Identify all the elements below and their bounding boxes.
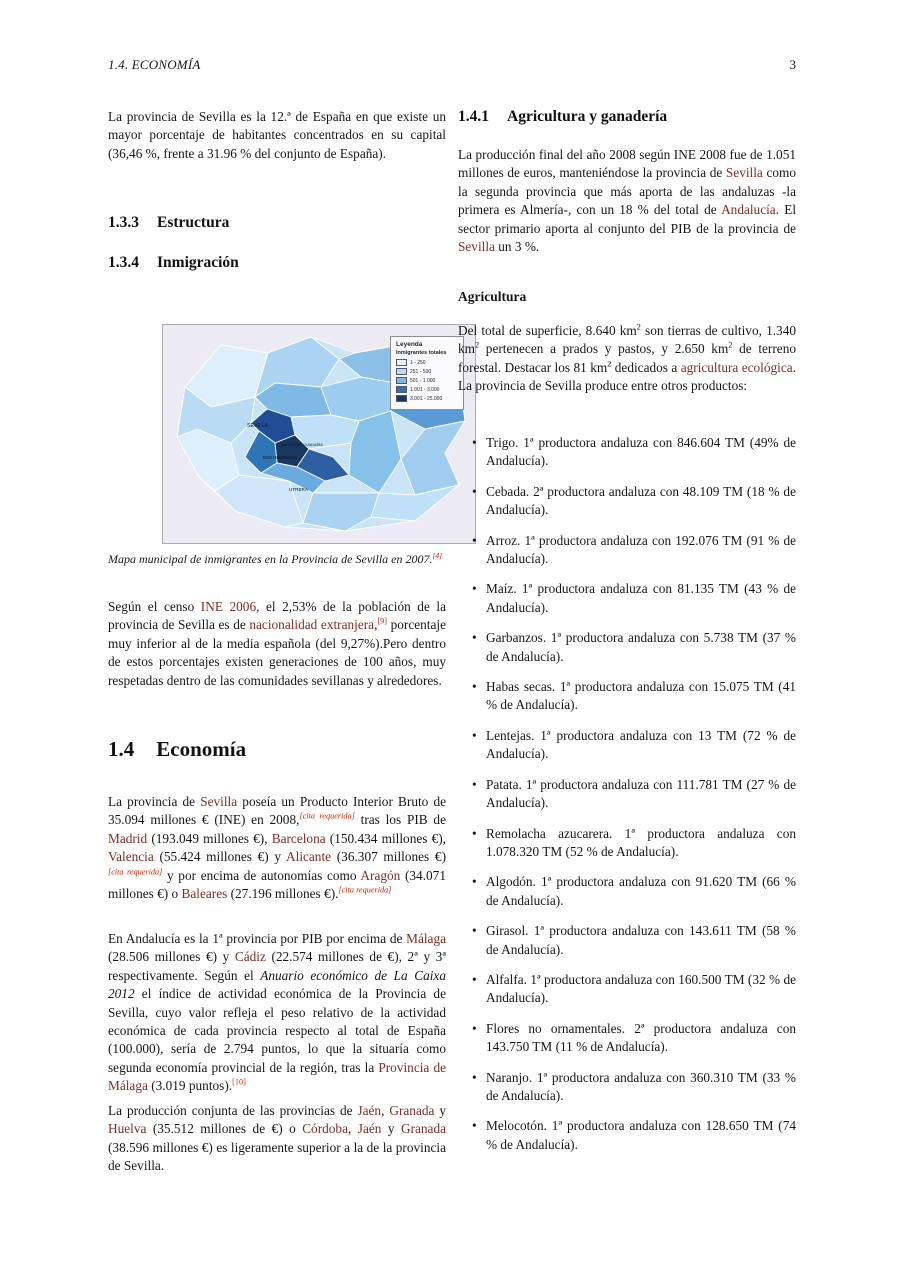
crop-list-item: • Flores no ornamentales. 2ª productora andaluza con 143.750 TM (11 % de Andalucía). bbox=[472, 1020, 796, 1057]
heading-estructura bbox=[108, 214, 446, 232]
text-run: En Andalucía es la 1ª provincia por PIB por encima de bbox=[108, 931, 407, 946]
inline-link[interactable]: Alicante bbox=[286, 849, 332, 865]
text-run: 2 bbox=[607, 359, 612, 369]
inline-link[interactable]: agricultura ecológica bbox=[680, 359, 793, 375]
legend-label: 251 - 500 bbox=[410, 368, 432, 375]
text-run: Mapa municipal de inmigrantes en la Provincia de Sevilla en 2007. bbox=[108, 552, 433, 566]
text-run: Del total de superficie, 8.640 km bbox=[458, 323, 637, 338]
inline-link[interactable]: Granada bbox=[389, 1103, 435, 1118]
inline-link[interactable]: Málaga bbox=[406, 931, 446, 946]
text-run: 2 bbox=[636, 322, 641, 332]
text-run: poseía un Producto Interior Bruto de 35.094 millones € (INE) en 2008, bbox=[108, 794, 446, 828]
legend-title: Leyenda bbox=[396, 341, 423, 348]
text-run: La producción final del año 2008 según INE 2008 fue de 1.051 millones de euros, manteniéndose la provincia de bbox=[458, 147, 796, 181]
citation-ref[interactable]: [cita requerida] bbox=[299, 811, 355, 821]
text-run: dedicados a bbox=[611, 359, 681, 375]
inline-link[interactable]: Granada bbox=[400, 1121, 447, 1137]
text-run: La producción conjunta de las provincias de bbox=[108, 1103, 358, 1118]
text-run: como la segunda provincia que más aporta de las andaluzas -la primera es Almería-, con un 18 % del total de bbox=[458, 165, 796, 218]
heading-title: Economía bbox=[156, 737, 247, 761]
citation-ref[interactable]: [cita requerida] bbox=[338, 885, 392, 895]
heading-title: Agricultura y ganadería bbox=[507, 108, 668, 125]
inline-link[interactable]: Sevilla bbox=[458, 239, 495, 255]
text-run: un 3 %. bbox=[494, 239, 540, 255]
heading-title: Inmigración bbox=[157, 254, 239, 271]
crop-list-item: • Melocotón. 1ª productora andaluza con 128.650 TM (74 % de Andalucía). bbox=[472, 1117, 796, 1154]
legend-label: 1 - 250 bbox=[410, 359, 426, 366]
text-run: (38.596 millones €) es ligeramente superior a la de la provincia de Sevilla. bbox=[108, 1139, 446, 1174]
text-run: (35.512 millones de €) o bbox=[146, 1121, 303, 1137]
text-run: y bbox=[434, 1103, 446, 1118]
inline-link[interactable]: Huelva bbox=[108, 1121, 147, 1137]
immigration-map-figure bbox=[162, 324, 476, 544]
legend-label: 1.001 - 3.000 bbox=[410, 386, 440, 393]
text-run: (22.574 millones de €), 2ª y 3ª respectivamente. Según el bbox=[108, 949, 446, 983]
legend-items bbox=[396, 359, 458, 402]
legend-label: 3.001 - 25.000 bbox=[410, 395, 443, 402]
page-number: 3 bbox=[789, 57, 796, 72]
map-label: DOS HERMANAS bbox=[263, 455, 297, 460]
heading-title: Estructura bbox=[157, 214, 230, 231]
citation-ref[interactable]: [4] bbox=[432, 551, 443, 560]
citation-ref[interactable]: [10] bbox=[232, 1077, 246, 1087]
heading-inmigracion bbox=[108, 254, 446, 272]
legend-item bbox=[396, 359, 458, 366]
paragraph-intro bbox=[108, 108, 446, 163]
text-run: (193.049 millones €), bbox=[147, 830, 272, 846]
heading-economia bbox=[108, 737, 446, 761]
crop-list-item: • Naranjo. 1ª productora andaluza con 360.310 TM (33 % de Andalucía). bbox=[472, 1069, 796, 1106]
text-run: . La provincia de Sevilla produce entre otros productos: bbox=[458, 359, 796, 394]
inline-link[interactable]: Aragón bbox=[360, 867, 401, 883]
citation-ref[interactable]: [cita requerida] bbox=[108, 867, 163, 877]
inline-link[interactable]: Córdoba bbox=[302, 1121, 348, 1137]
crop-list-item: • Trigo. 1ª productora andaluza con 846.604 TM (49% de Andalucía). bbox=[472, 434, 796, 471]
crop-list-container bbox=[458, 434, 796, 1166]
paragraph-superficie bbox=[458, 322, 796, 396]
legend-item bbox=[396, 377, 458, 384]
heading-number: 1.3.3 bbox=[108, 214, 139, 231]
heading-number: 1.3.4 bbox=[108, 254, 139, 271]
text-run: , bbox=[347, 1121, 358, 1137]
legend-swatch bbox=[396, 377, 407, 384]
running-header bbox=[108, 57, 796, 73]
crop-list-item: • Algodón. 1ª productora andaluza con 91.620 TM (66 % de Andalucía). bbox=[472, 873, 796, 910]
inline-link[interactable]: Sevilla bbox=[200, 794, 238, 809]
inline-link[interactable]: Cádiz bbox=[234, 949, 266, 965]
text-run: tras los PIB de bbox=[354, 812, 446, 828]
inline-link[interactable]: Jaén bbox=[357, 1103, 382, 1118]
paragraph-andalucia-pib bbox=[108, 930, 446, 1096]
legend-label: 501 - 1.000 bbox=[410, 377, 436, 384]
legend-swatch bbox=[396, 386, 407, 393]
map-label: ALCALÁ DE GUADAÍRA bbox=[281, 443, 323, 447]
inline-link[interactable]: Barcelona bbox=[271, 830, 326, 846]
paragraph-produccion-conjunta bbox=[108, 1102, 446, 1176]
legend-item bbox=[396, 386, 458, 393]
legend-swatch bbox=[396, 395, 407, 402]
legend-subtitle: Inmigrantes totales bbox=[396, 350, 447, 356]
heading-number: 1.4.1 bbox=[458, 108, 489, 125]
crop-list-item: • Alfalfa. 1ª productora andaluza con 160.500 TM (32 % de Andalucía). bbox=[472, 971, 796, 1008]
map-caption bbox=[108, 551, 446, 568]
text-run: de terreno forestal. Destacar los 81 km bbox=[458, 341, 796, 375]
text-run: La provincia de bbox=[108, 794, 201, 809]
inline-link[interactable]: Sevilla bbox=[725, 165, 763, 181]
crop-list-item: • Arroz. 1ª productora andaluza con 192.076 TM (91 % de Andalucía). bbox=[472, 532, 796, 569]
text-run: (28.506 millones €) y bbox=[108, 949, 235, 965]
inline-link[interactable]: Provincia de Málaga bbox=[108, 1059, 446, 1094]
running-header-section: 1.4. ECONOMÍA bbox=[108, 57, 201, 72]
text-run: (150.434 millones €), bbox=[325, 830, 446, 846]
text-run: . El sector primario aporta al conjunto del PIB de la provincia de bbox=[458, 202, 797, 236]
text-run: y por encima de autonomías como bbox=[162, 867, 361, 883]
citation-ref[interactable]: [9] bbox=[377, 616, 388, 626]
text-run: La provincia de Sevilla es la 12.ª de España en que existe un mayor porcentaje de habitantes concentrados en su capital (36,46 %, frente a 31.96 % del conjunto de España). bbox=[108, 109, 446, 161]
legend-item bbox=[396, 368, 458, 375]
inline-link[interactable]: Valencia bbox=[108, 849, 154, 865]
text-run: (55.424 millones €) y bbox=[153, 849, 287, 865]
map-label: SEVILLA bbox=[247, 423, 269, 429]
map-legend bbox=[390, 336, 464, 410]
map-label: UTRERA bbox=[289, 487, 308, 492]
text-run: el índice de actividad económica de la Provincia de Sevilla, cuyo valor refleja el peso relativo de la actividad económica de cada provincia respecto al total de España (100.000), sería de 2.794 puntos, lo que la situaría como segunda economía provincial de la región, tras la bbox=[108, 986, 446, 1075]
inline-link[interactable]: nacionalidad extranjera bbox=[249, 617, 375, 633]
paragraph-pib bbox=[108, 793, 446, 903]
inline-link[interactable]: Jaén bbox=[357, 1121, 382, 1137]
text-run: son tierras de cultivo, 1.340 km bbox=[458, 323, 796, 357]
text-run: Según el censo bbox=[108, 599, 201, 614]
crop-list-item: • Maíz. 1ª productora andaluza con 81.135 TM (43 % de Andalucía). bbox=[472, 580, 796, 617]
text-run: (27.196 millones €). bbox=[227, 886, 339, 902]
municipality-shape bbox=[215, 475, 303, 527]
inline-link[interactable]: Andalucía bbox=[721, 202, 776, 218]
crop-list-item: • Garbanzos. 1ª productora andaluza con 5.738 TM (37 % de Andalucía). bbox=[472, 629, 796, 666]
crop-list-item: • Habas secas. 1ª productora andaluza con 15.075 TM (41 % de Andalucía). bbox=[472, 678, 796, 715]
crop-list bbox=[458, 434, 796, 1154]
text-run: y bbox=[381, 1121, 401, 1137]
text-run: , bbox=[374, 617, 378, 633]
paragraph-produccion-final bbox=[458, 146, 796, 256]
crop-list-item: • Girasol. 1ª productora andaluza con 143.611 TM (58 % de Andalucía). bbox=[472, 922, 796, 959]
crop-list-item: • Remolacha azucarera. 1ª productora andaluza con 1.078.320 TM (52 % de Andalucía). bbox=[472, 825, 796, 862]
text-run: (34.071 millones €) o bbox=[108, 867, 446, 902]
crop-list-item: • Lentejas. 1ª productora andaluza con 13 TM (72 % de Andalucía). bbox=[472, 727, 796, 764]
legend-swatch bbox=[396, 359, 407, 366]
heading-number: 1.4 bbox=[108, 737, 135, 761]
crop-list-item: • Patata. 1ª productora andaluza con 111.781 TM (27 % de Andalucía). bbox=[472, 776, 796, 813]
heading-agricultura-ganaderia bbox=[458, 108, 796, 126]
text-run: pertenecen a prados y pastos, y 2.650 km bbox=[479, 341, 729, 357]
text-run: porcentaje muy inferior al de la media española (del 9,27%).Pero dentro de estos porcentajes existen generaciones de 100 años, muy respetadas dentro de las comunidades sevillanas y alrededores. bbox=[108, 617, 446, 688]
text-run: 2 bbox=[728, 340, 733, 350]
text-run: (3.019 puntos). bbox=[147, 1078, 233, 1094]
text-run: (36.307 millones €) bbox=[331, 849, 447, 865]
inline-link[interactable]: Madrid bbox=[108, 830, 148, 846]
legend-swatch bbox=[396, 368, 407, 375]
crop-list-item: • Cebada. 2ª productora andaluza con 48.109 TM (18 % de Andalucía). bbox=[472, 483, 796, 520]
text-run: , bbox=[381, 1103, 390, 1118]
inline-link[interactable]: Baleares bbox=[181, 886, 228, 902]
text-run: , el 2,53% de la población de la provincia de Sevilla es de bbox=[108, 599, 447, 633]
paragraph-censo bbox=[108, 598, 446, 690]
legend-item bbox=[396, 395, 458, 402]
subheading-agricultura: Agricultura bbox=[458, 289, 527, 304]
text-run: 2 bbox=[475, 340, 480, 350]
inline-link[interactable]: INE 2006 bbox=[200, 599, 257, 614]
text-run: Anuario económico de La Caixa 2012 bbox=[108, 967, 446, 1002]
